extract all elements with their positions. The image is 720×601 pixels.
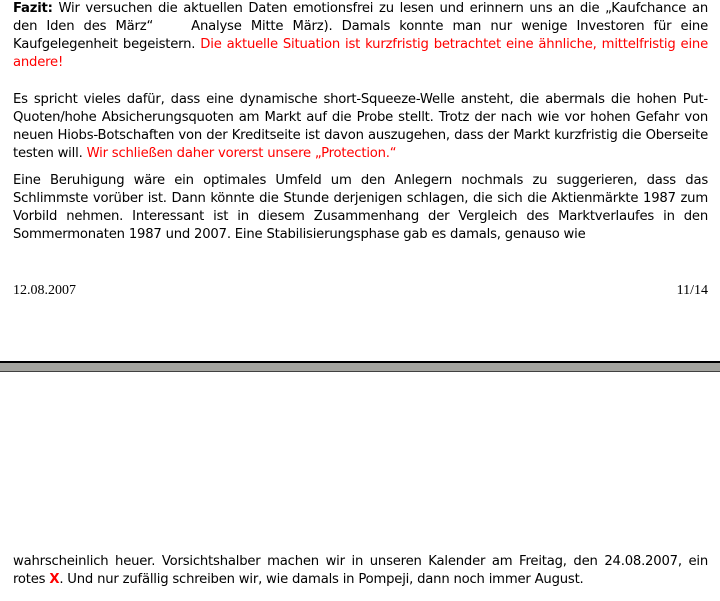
protection-highlight: Wir schließen daher vorerst unsere „Protection.“ (86, 146, 397, 161)
conclusion-paragraph (13, 0, 708, 72)
conclusion-text-part-1: Wir versuchen die aktuellen Daten emotionsfrei zu lesen und erinnern uns an die „Kaufchance an den Iden des März“ (13, 1, 708, 34)
comparison-paragraph (13, 172, 708, 244)
continuation-paragraph (13, 553, 708, 589)
conclusion-highlight: Die aktuelle Situation ist kurzfristig betrachtet eine ähnliche, mittelfristig eine andere! (13, 37, 708, 70)
page-break-separator (0, 361, 720, 372)
page-number: 11/14 (676, 283, 708, 298)
conclusion-text-part-2: Analyse Mitte März). Damals konnte man nur wenige Investoren für eine Kaufgelegenheit begeistern. (13, 19, 709, 52)
conclusion-label: Fazit: (13, 1, 53, 16)
red-x-mark: X (49, 572, 60, 587)
short-squeeze-paragraph (13, 91, 708, 163)
footer-date: 12.08.2007 (13, 283, 76, 298)
continuation-text-part-1: wahrscheinlich heuer. Vorsichtshalber machen wir in unseren Kalender am Freitag, den 24.08.2007, ein rotes (13, 554, 708, 587)
continuation-text-part-2: . Und nur zufällig schreiben wir, wie damals in Pompeji, dann noch immer August. (59, 572, 584, 587)
short-squeeze-text: Es spricht vieles dafür, dass eine dynamische short-Squeeze-Welle ansteht, die abermals die hohen Put-Quoten/hohe Absicherungsquoten am Markt auf die Probe stellt. Trotz der nach wie vor hohen Gefahr von neuen Hiobs-Botschaften von der Kreditseite ist davon auszugehen, dass der Markt kurzfristig die Oberseite testen will. (13, 92, 708, 161)
comparison-text: Eine Beruhigung wäre ein optimales Umfeld um den Anlegern nochmals zu suggerieren, dass das Schlimmste vorüber ist. Dann könnte die Stunde derjenigen schlagen, die sich die Aktienmärkte 1987 zum Vorbild nehmen. Interessant ist in diesem Zusammenhang der Vergleich des Marktverlaufes in den Sommermonaten 1987 und 2007. Eine Stabilisierungsphase gab es damals, genauso wie (13, 173, 708, 242)
